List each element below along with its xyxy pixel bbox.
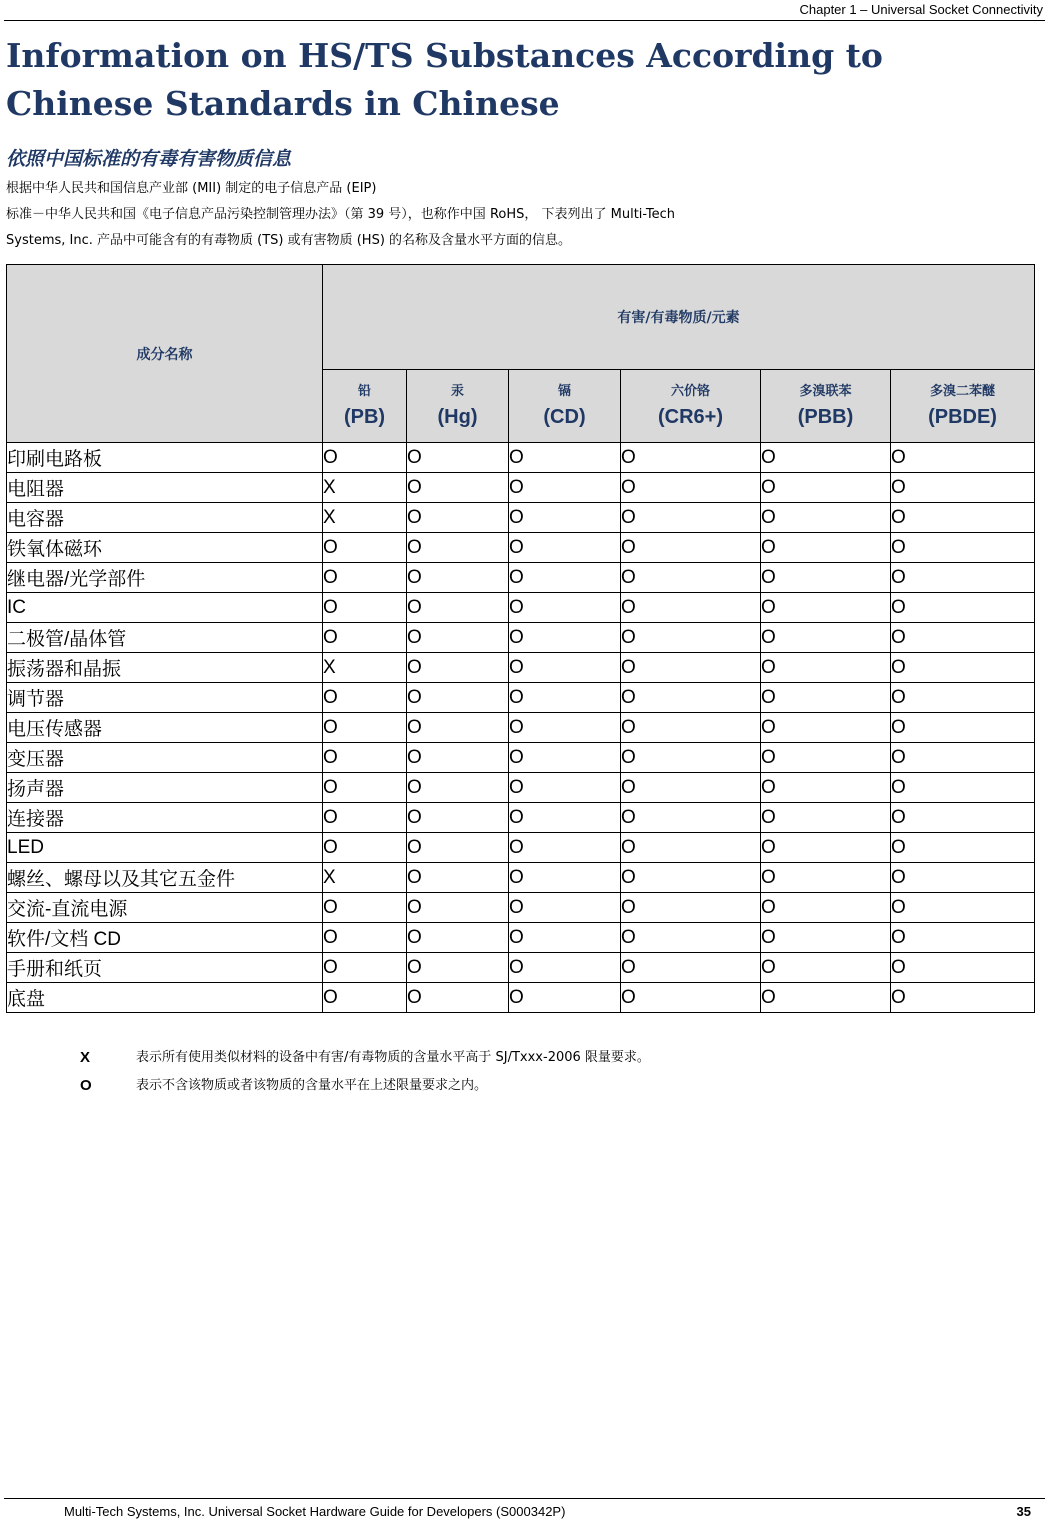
substance-value-cell: O <box>509 863 621 893</box>
element-symbol: (CR6+) <box>657 406 723 428</box>
substance-value-cell: O <box>621 563 761 593</box>
element-symbol: (PBDE) <box>928 406 997 428</box>
substance-value-cell: O <box>407 983 509 1013</box>
substance-value-cell: O <box>761 683 891 713</box>
header-rule <box>4 20 1045 21</box>
substance-value-cell: O <box>509 953 621 983</box>
substance-value-cell: O <box>509 623 621 653</box>
substance-value-cell: O <box>509 743 621 773</box>
substance-value-cell: O <box>761 803 891 833</box>
substance-group-header: 有害/有毒物质/元素 <box>323 265 1035 370</box>
intro-line: 根据中华人民共和国信息产业部 (MII) 制定的电子信息产品 (EIP) <box>6 181 377 196</box>
component-name-cell: 电阻器 <box>7 473 323 503</box>
substance-value-cell: O <box>407 533 509 563</box>
substance-value-cell: O <box>891 443 1035 473</box>
substance-value-cell: O <box>621 833 761 863</box>
component-name-cell: 二极管/晶体管 <box>7 623 323 653</box>
substance-value-cell: O <box>323 533 407 563</box>
substance-value-cell: O <box>891 473 1035 503</box>
substance-value-cell: O <box>621 713 761 743</box>
substance-value-cell: O <box>891 743 1035 773</box>
component-name-cell: LED <box>7 833 323 863</box>
intro-line: Systems, Inc. 产品中可能含有的有毒物质 (TS) 或有害物质 (HS) 的名称及含量水平方面的信息。 <box>6 233 572 248</box>
legend-item <box>80 1044 650 1072</box>
substance-value-cell: O <box>761 623 891 653</box>
substance-value-cell: O <box>407 653 509 683</box>
legend <box>80 1044 650 1100</box>
substance-value-cell: O <box>407 443 509 473</box>
substance-value-cell: O <box>761 533 891 563</box>
intro-line: 标准－中华人民共和国《电子信息产品污染控制管理办法》（第 39 号），也称作中国 RoHS， 下表列出了 Multi-Tech <box>6 207 676 222</box>
substance-value-cell: O <box>761 953 891 983</box>
substance-value-cell: O <box>509 713 621 743</box>
page-title: Information on HS/TS Substances According to Chinese Standards in Chinese <box>6 36 883 123</box>
element-chinese-name: 铅 <box>357 384 371 399</box>
substance-value-cell: O <box>407 863 509 893</box>
substance-value-cell: O <box>509 503 621 533</box>
substance-value-cell: O <box>407 593 509 623</box>
table-row <box>7 623 1035 653</box>
substance-value-cell: O <box>509 683 621 713</box>
component-name-cell: 印刷电路板 <box>7 443 323 473</box>
legend-key: O <box>80 1077 92 1094</box>
table-row <box>7 923 1035 953</box>
substance-value-cell: O <box>621 443 761 473</box>
substance-value-cell: O <box>761 863 891 893</box>
table-row <box>7 983 1035 1013</box>
element-chinese-name: 汞 <box>450 384 464 399</box>
substance-value-cell: O <box>323 953 407 983</box>
element-header <box>891 370 1035 443</box>
substance-value-cell: O <box>761 923 891 953</box>
table-row <box>7 713 1035 743</box>
substance-value-cell: X <box>323 863 407 893</box>
legend-text: 表示不含该物质或者该物质的含量水平在上述限量要求之内。 <box>136 1078 488 1093</box>
substance-value-cell: O <box>761 893 891 923</box>
substance-value-cell: O <box>509 443 621 473</box>
substance-value-cell: O <box>891 503 1035 533</box>
table-row <box>7 833 1035 863</box>
substance-value-cell: O <box>891 773 1035 803</box>
table-row <box>7 743 1035 773</box>
component-name-cell: 调节器 <box>7 683 323 713</box>
component-name-header: 成分名称 <box>7 265 323 443</box>
substance-value-cell: O <box>891 923 1035 953</box>
component-name-cell: 变压器 <box>7 743 323 773</box>
component-name-cell: 手册和纸页 <box>7 953 323 983</box>
substance-value-cell: O <box>621 503 761 533</box>
substance-value-cell: O <box>621 533 761 563</box>
element-symbol: (Hg) <box>437 406 478 428</box>
substance-value-cell: O <box>761 743 891 773</box>
substance-value-cell: O <box>891 893 1035 923</box>
table-row <box>7 563 1035 593</box>
substance-value-cell: O <box>407 683 509 713</box>
table-row <box>7 503 1035 533</box>
substance-value-cell: X <box>323 503 407 533</box>
legend-item <box>80 1072 650 1100</box>
component-name-cell: 扬声器 <box>7 773 323 803</box>
footer-text: Multi-Tech Systems, Inc. Universal Socket Hardware Guide for Developers (S000342P) <box>64 1504 566 1519</box>
element-chinese-name: 多溴联苯 <box>799 384 852 399</box>
substance-value-cell: O <box>891 653 1035 683</box>
table-row <box>7 863 1035 893</box>
element-header <box>323 370 407 443</box>
component-name-cell: 交流-直流电源 <box>7 893 323 923</box>
component-name-cell: 螺丝、螺母以及其它五金件 <box>7 863 323 893</box>
substance-value-cell: O <box>323 833 407 863</box>
component-name-cell: 软件/文档 CD <box>7 923 323 953</box>
element-symbol: (PB) <box>343 406 386 428</box>
substance-value-cell: O <box>509 563 621 593</box>
table-row <box>7 443 1035 473</box>
substance-value-cell: O <box>761 983 891 1013</box>
element-chinese-name: 多溴二苯醚 <box>930 384 996 399</box>
substance-value-cell: O <box>407 473 509 503</box>
intro-paragraph <box>6 176 1016 254</box>
table-row <box>7 683 1035 713</box>
element-header <box>509 370 621 443</box>
substance-value-cell: O <box>761 713 891 743</box>
substance-value-cell: O <box>509 983 621 1013</box>
substance-value-cell: O <box>509 803 621 833</box>
table-row <box>7 593 1035 623</box>
substance-value-cell: O <box>323 443 407 473</box>
substance-value-cell: O <box>761 503 891 533</box>
substance-value-cell: O <box>407 803 509 833</box>
page-footer <box>64 1502 1031 1522</box>
substance-value-cell: O <box>323 683 407 713</box>
substance-value-cell: O <box>407 893 509 923</box>
substance-value-cell: O <box>407 953 509 983</box>
table-row <box>7 893 1035 923</box>
substance-value-cell: O <box>891 833 1035 863</box>
substance-value-cell: O <box>761 563 891 593</box>
substance-value-cell: O <box>407 833 509 863</box>
substance-value-cell: O <box>323 743 407 773</box>
element-header <box>621 370 761 443</box>
substance-value-cell: O <box>621 653 761 683</box>
substance-value-cell: O <box>323 623 407 653</box>
substance-value-cell: O <box>621 803 761 833</box>
substance-value-cell: O <box>407 563 509 593</box>
element-symbol: (PBB) <box>797 406 854 428</box>
substance-value-cell: O <box>509 473 621 503</box>
substance-value-cell: O <box>509 893 621 923</box>
substance-value-cell: O <box>761 473 891 503</box>
substance-value-cell: O <box>407 503 509 533</box>
substance-value-cell: O <box>323 893 407 923</box>
substance-value-cell: O <box>621 893 761 923</box>
substance-value-cell: O <box>621 773 761 803</box>
substance-value-cell: O <box>407 713 509 743</box>
element-header <box>407 370 509 443</box>
substance-value-cell: O <box>509 833 621 863</box>
table-row <box>7 533 1035 563</box>
substance-value-cell: O <box>891 953 1035 983</box>
table-row <box>7 953 1035 983</box>
substance-value-cell: O <box>891 983 1035 1013</box>
substance-value-cell: O <box>761 833 891 863</box>
component-name-cell: IC <box>7 593 323 623</box>
substance-value-cell: O <box>761 443 891 473</box>
component-name-cell: 电容器 <box>7 503 323 533</box>
component-name-cell: 继电器/光学部件 <box>7 563 323 593</box>
substance-value-cell: O <box>891 713 1035 743</box>
table-row <box>7 803 1035 833</box>
substance-value-cell: O <box>621 623 761 653</box>
substance-value-cell: O <box>761 773 891 803</box>
component-name-cell: 振荡器和晶振 <box>7 653 323 683</box>
table-row <box>7 653 1035 683</box>
substance-value-cell: O <box>509 923 621 953</box>
substance-value-cell: O <box>621 743 761 773</box>
substance-value-cell: O <box>621 863 761 893</box>
substance-value-cell: O <box>621 473 761 503</box>
substance-value-cell: X <box>323 653 407 683</box>
substance-value-cell: O <box>323 983 407 1013</box>
substance-value-cell: O <box>407 743 509 773</box>
substance-value-cell: O <box>761 653 891 683</box>
substance-value-cell: O <box>621 593 761 623</box>
substance-value-cell: O <box>621 923 761 953</box>
substance-value-cell: O <box>323 773 407 803</box>
substance-table <box>6 264 1035 1013</box>
element-chinese-name: 六价铬 <box>670 384 710 399</box>
table-row <box>7 473 1035 503</box>
substance-value-cell: O <box>891 863 1035 893</box>
substance-value-cell: O <box>323 593 407 623</box>
component-name-cell: 底盘 <box>7 983 323 1013</box>
running-header: Chapter 1 – Universal Socket Connectivity <box>799 2 1043 17</box>
substance-value-cell: O <box>509 653 621 683</box>
footer-rule <box>4 1498 1045 1499</box>
legend-text: 表示所有使用类似材料的设备中有害/有毒物质的含量水平高于 SJ/Txxx-2006 限量要求。 <box>136 1050 650 1065</box>
substance-value-cell: O <box>407 773 509 803</box>
substance-value-cell: O <box>509 773 621 803</box>
substance-value-cell: O <box>509 533 621 563</box>
substance-value-cell: O <box>407 623 509 653</box>
element-header <box>761 370 891 443</box>
substance-value-cell: O <box>323 803 407 833</box>
substance-value-cell: O <box>891 563 1035 593</box>
substance-value-cell: O <box>621 983 761 1013</box>
substance-value-cell: O <box>323 563 407 593</box>
element-chinese-name: 镉 <box>557 384 571 399</box>
substance-value-cell: O <box>323 713 407 743</box>
table-row <box>7 773 1035 803</box>
substance-value-cell: O <box>891 593 1035 623</box>
element-symbol: (CD) <box>543 406 586 428</box>
component-name-cell: 连接器 <box>7 803 323 833</box>
substance-value-cell: O <box>621 683 761 713</box>
substance-value-cell: O <box>407 923 509 953</box>
chinese-heading: 依照中国标准的有毒有害物质信息 <box>6 148 292 170</box>
page-number: 35 <box>1016 1504 1031 1519</box>
substance-value-cell: O <box>891 623 1035 653</box>
legend-key: X <box>80 1049 91 1066</box>
substance-value-cell: X <box>323 473 407 503</box>
substance-value-cell: O <box>891 533 1035 563</box>
substance-value-cell: O <box>761 593 891 623</box>
substance-value-cell: O <box>891 683 1035 713</box>
component-name-cell: 电压传感器 <box>7 713 323 743</box>
substance-value-cell: O <box>621 953 761 983</box>
substance-value-cell: O <box>323 923 407 953</box>
substance-value-cell: O <box>509 593 621 623</box>
component-name-cell: 铁氧体磁环 <box>7 533 323 563</box>
substance-value-cell: O <box>891 803 1035 833</box>
